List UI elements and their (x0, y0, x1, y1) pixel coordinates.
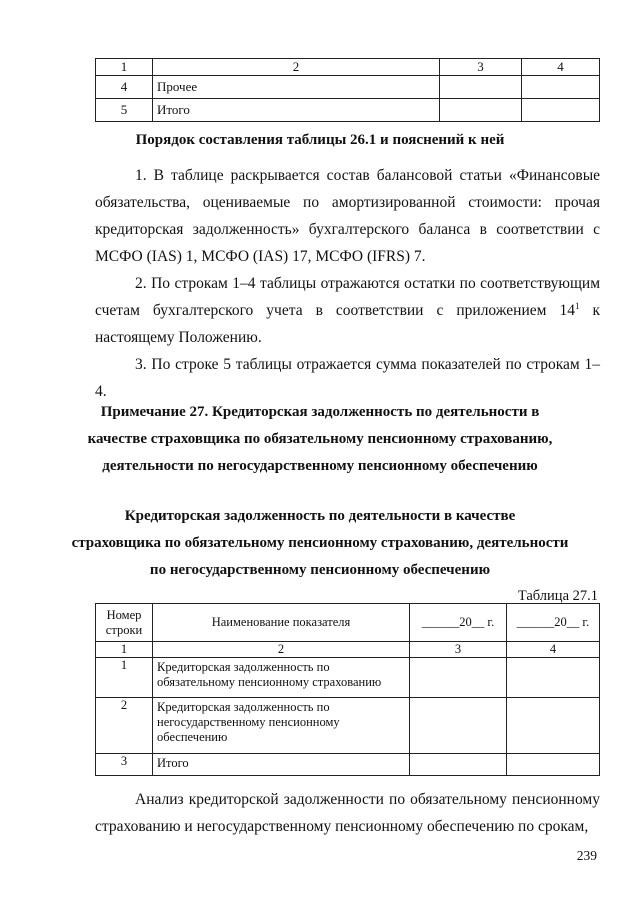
section-26-p1-text: 1. В таблице раскрывается состав балансовой статьи «Финансовые обязательства, оцениваемые по амортизированной стоимости: прочая кредиторская задолженность» бухгалтерского баланса в соответствии с МСФО (IAS) 1, МСФО (IAS) 17, МСФО (IFRS) 7. (95, 167, 600, 265)
row-number: 3 (96, 754, 153, 776)
table-row (96, 76, 600, 99)
top-header-col3: 3 (440, 59, 522, 76)
row-name: Кредиторская задолженность по обязательному пенсионному страхованию (153, 658, 410, 698)
row-value-cell (410, 698, 507, 754)
row-number: 5 (96, 99, 153, 122)
table-27-1-title-line2: страховщика по обязательному пенсионному страхованию, деятельности (71, 535, 569, 551)
note-27-line1: Примечание 27. Кредиторская задолженность по деятельности в (100, 404, 540, 420)
row-value-cell (440, 76, 522, 99)
row-value-cell (410, 754, 507, 776)
row-name: Прочее (153, 76, 440, 99)
table-row (96, 754, 600, 776)
section-26-title: Порядок составления таблицы 26.1 и пояснений к ней (135, 132, 505, 148)
row-value-cell (522, 76, 600, 99)
footnote-superscript: 1 (574, 300, 580, 311)
col-index: 4 (507, 642, 600, 658)
row-value-cell (522, 99, 600, 122)
section-26-p2-text: 2. По строкам 1–4 таблицы отражаются остатки по соответствующим счетам бухгалтерского учета в соответствии с приложением 14 (95, 275, 600, 319)
table-27-1-title-line1: Кредиторская задолженность по деятельности в качестве (124, 508, 516, 524)
row-name: Кредиторская задолженность по негосударственному пенсионному обеспечению (153, 698, 410, 754)
row-value-cell (410, 658, 507, 698)
table-row (96, 99, 600, 122)
page-number: 239 (576, 848, 597, 863)
col-index: 2 (153, 642, 410, 658)
section-26-p2 (95, 270, 600, 351)
section-26-p2-end: к настоящему Положению. (95, 302, 601, 346)
note-27-line2: качестве страховщика по обязательному пенсионному страхованию, (87, 431, 553, 447)
col-index: 3 (410, 642, 507, 658)
section-26-p1 (95, 162, 600, 270)
table-27-1-title-line3: по негосударственному пенсионному обеспечению (149, 562, 491, 578)
section-26-p3-text: 3. По строке 5 таблицы отражается сумма показателей по строкам 1–4. (95, 356, 600, 400)
table-row (96, 658, 600, 698)
top-header-col2: 2 (153, 59, 440, 76)
row-name: Итого (153, 99, 440, 122)
col-header-name: Наименование показателя (153, 604, 410, 642)
table-27-1 (95, 603, 600, 776)
col-header-period-2: ______20__ г. (507, 604, 600, 642)
row-value-cell (507, 754, 600, 776)
col-index: 1 (96, 642, 153, 658)
row-number: 2 (96, 698, 153, 754)
table-27-1-label: Таблица 27.1 (517, 588, 598, 604)
row-value-cell (507, 698, 600, 754)
section-26-p3 (95, 351, 600, 405)
top-table (95, 58, 600, 122)
table-row (96, 698, 600, 754)
top-header-col4: 4 (522, 59, 600, 76)
row-name: Итого (153, 754, 410, 776)
top-header-col1: 1 (96, 59, 153, 76)
note-27-line3: деятельности по негосударственному пенсионному обеспечению (102, 458, 538, 474)
bottom-paragraph-text: Анализ кредиторской задолженности по обязательному пенсионному страхованию и негосударственному пенсионному обеспечению по срокам, (95, 791, 600, 835)
row-number: 1 (96, 658, 153, 698)
col-header-number: Номер строки (96, 604, 153, 642)
row-value-cell (440, 99, 522, 122)
row-value-cell (507, 658, 600, 698)
bottom-paragraph (95, 786, 600, 840)
row-number: 4 (96, 76, 153, 99)
col-header-period-1: ______20__ г. (410, 604, 507, 642)
